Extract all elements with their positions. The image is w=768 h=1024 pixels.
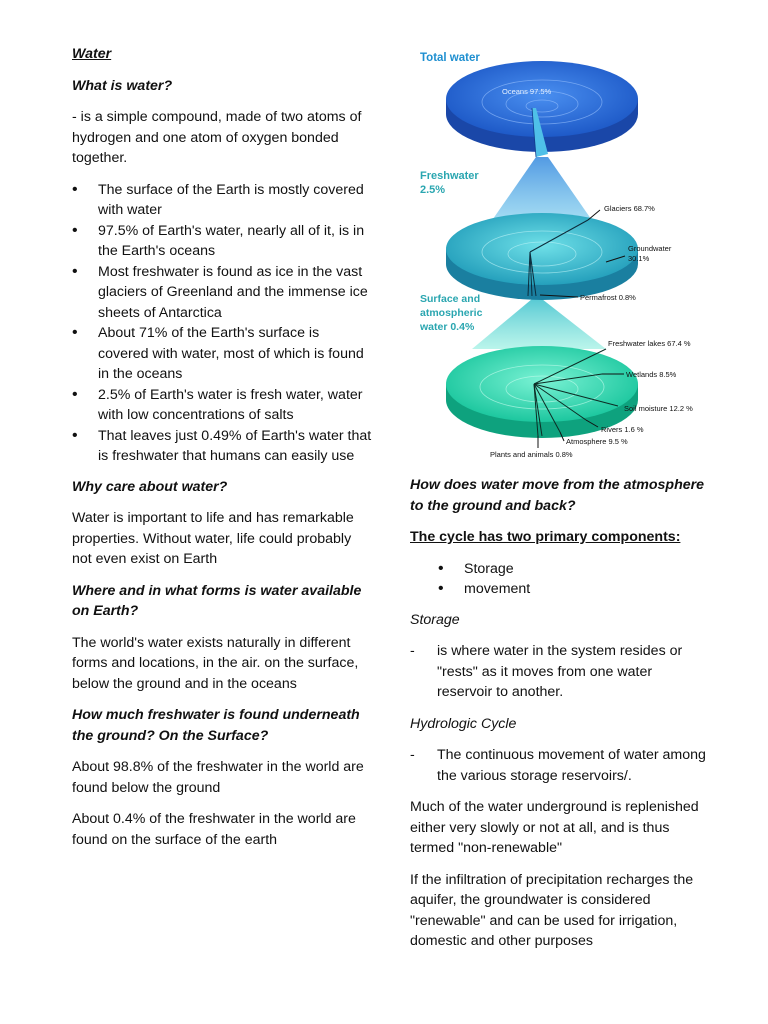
question-how-much: How much freshwater is found underneath the ground? On the Surface? bbox=[72, 707, 360, 744]
list-item: • 97.5% of Earth's water, nearly all of it, is in the Earth's oceans bbox=[72, 221, 372, 262]
label-wetlands: Wetlands 8.5% bbox=[626, 370, 677, 379]
paragraph-renewable: If the infiltration of precipitation recharges the aquifer, the groundwater is considered "renewable" and can be used for irrigation, domestic and other purposes bbox=[410, 871, 694, 949]
list-item: • That leaves just 0.49% of Earth's water that is freshwater that humans can easily use bbox=[72, 426, 372, 467]
label-rivers: Rivers 1.6 % bbox=[601, 425, 644, 434]
paragraph-below-ground: About 98.8% of the freshwater in the world are found below the ground bbox=[72, 759, 364, 796]
label-glaciers: Glaciers 68.7% bbox=[604, 204, 655, 213]
hydrologic-cycle-title: Hydrologic Cycle bbox=[410, 715, 517, 732]
label-freshwater: Freshwater bbox=[420, 170, 479, 182]
label-surface-3: water 0.4% bbox=[420, 321, 475, 333]
label-atmosphere: Atmosphere 9.5 % bbox=[566, 437, 628, 446]
cycle-components-list bbox=[410, 559, 710, 600]
label-groundwater-pct: 30.1% bbox=[628, 254, 650, 263]
disc-total-water bbox=[446, 61, 638, 157]
question-where-forms: Where and in what forms is water available on Earth? bbox=[72, 582, 362, 619]
right-column bbox=[410, 475, 710, 963]
label-plants-animals: Plants and animals 0.8% bbox=[490, 450, 573, 459]
label-surface-2: atmospheric bbox=[420, 307, 483, 319]
label-groundwater: Groundwater bbox=[628, 244, 672, 253]
label-freshwater-pct: 2.5% bbox=[420, 184, 446, 196]
water-distribution-diagram bbox=[410, 44, 720, 464]
paragraph-where-forms: The world's water exists naturally in different forms and locations, in the air. on the surface, below the ground and in the oceans bbox=[72, 634, 359, 692]
disc-freshwater bbox=[446, 213, 638, 300]
list-item: • The surface of the Earth is mostly covered with water bbox=[72, 180, 372, 221]
hydrologic-cycle-definition: - The continuous movement of water among the various storage reservoirs/. bbox=[410, 745, 710, 786]
cone-middle bbox=[472, 299, 606, 349]
storage-title: Storage bbox=[410, 611, 460, 628]
label-surface-1: Surface and bbox=[420, 293, 481, 305]
question-why-care: Why care about water? bbox=[72, 478, 228, 495]
list-item: • Most freshwater is found as ice in the vast glaciers of Greenland and the immense ice sheets of Antarctica bbox=[72, 262, 372, 324]
label-permafrost: Permafrost 0.8% bbox=[580, 293, 636, 302]
page-title: Water bbox=[72, 46, 112, 62]
diagram-title: Total water bbox=[420, 52, 480, 64]
list-item: • movement bbox=[410, 579, 710, 600]
cycle-heading: The cycle has two primary components: bbox=[410, 529, 681, 545]
water-facts-list bbox=[72, 180, 372, 467]
paragraph-surface: About 0.4% of the freshwater in the world are found on the surface of the earth bbox=[72, 811, 356, 848]
question-water-movement: How does water move from the atmosphere to the ground and back? bbox=[410, 477, 705, 514]
label-soil-moisture: Soil moisture 12.2 % bbox=[624, 404, 693, 413]
water-definition: - is a simple compound, made of two atoms of hydrogen and one atom of oxygen bonded together. bbox=[72, 109, 362, 166]
list-item: • Storage bbox=[410, 559, 710, 580]
paragraph-why-care: Water is important to life and has remarkable properties. Without water, life could probably not even exist on Earth bbox=[72, 510, 354, 567]
list-item: • About 71% of the Earth's surface is covered with water, most of which is found in the oceans bbox=[72, 323, 372, 385]
paragraph-non-renewable: Much of the water underground is replenished either very slowly or not at all, and is thus termed "non-renewable" bbox=[410, 799, 699, 856]
label-freshwater-lakes: Freshwater lakes 67.4 % bbox=[608, 339, 691, 348]
storage-definition: - is where water in the system resides or "rests" as it moves from one water reservoir to another. bbox=[410, 641, 710, 703]
label-oceans: Oceans 97.5% bbox=[502, 87, 552, 96]
list-item: • 2.5% of Earth's water is fresh water, water with low concentrations of salts bbox=[72, 385, 372, 426]
left-column bbox=[72, 44, 372, 861]
question-what-is-water: What is water? bbox=[72, 77, 173, 94]
